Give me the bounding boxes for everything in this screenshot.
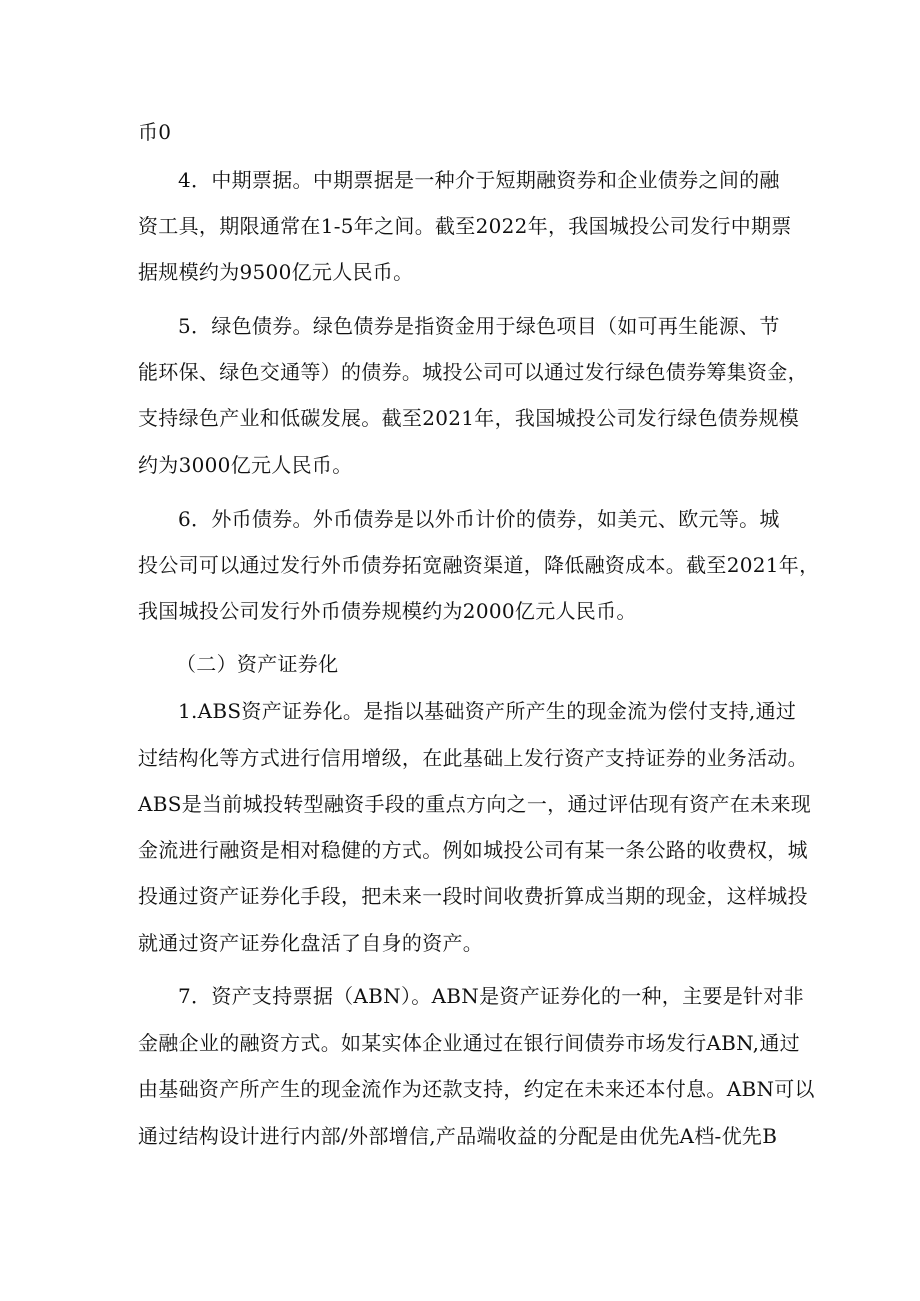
paragraph-7-heading-line: 7．资产支持票据（ABN）。ABN是资产证券化的一种，主要是针对非 — [178, 984, 804, 1008]
paragraph-4-heading-line: 4．中期票据。中期票据是一种介于短期融资券和企业债券之间的融 — [178, 168, 780, 192]
text-line: 通过结构设计进行内部/外部增信,产品端收益的分配是由优先A档-优先B — [138, 1124, 778, 1148]
text-line: ABS是当前城投转型融资手段的重点方向之一，通过评估现有资产在未来现 — [138, 792, 812, 816]
text-line: 投通过资产证券化手段，把未来一段时间收费折算成当期的现金，这样城投 — [138, 884, 808, 908]
text-line: 金流进行融资是相对稳健的方式。例如城投公司有某一条公路的收费权，城 — [138, 838, 808, 862]
paragraph-abs-heading-line: 1.ABS资产证券化。是指以基础资产所产生的现金流为偿付支持,通过 — [178, 699, 797, 723]
text-line: 据规模约为9500亿元人民币。 — [138, 260, 414, 284]
section-heading: （二）资产证券化 — [176, 652, 339, 676]
text-line: 约为3000亿元人民币。 — [138, 453, 353, 477]
text-line: 就通过资产证券化盘活了自身的资产。 — [138, 931, 484, 955]
text-line: 过结构化等方式进行信用增级，在此基础上发行资产支持证券的业务活动。 — [138, 746, 808, 770]
text-line: 投公司可以通过发行外币债券拓宽融资渠道，降低融资成本。截至2021年， — [138, 553, 820, 577]
text-line: 由基础资产所产生的现金流作为还款支持，约定在未来还本付息。ABN可以 — [138, 1077, 815, 1101]
text-line: 资工具，期限通常在1-5年之间。截至2022年，我国城投公司发行中期票 — [138, 214, 792, 238]
text-line: 金融企业的融资方式。如某实体企业通过在银行间债券市场发行ABN,通过 — [138, 1031, 800, 1055]
paragraph-5-heading-line: 5．绿色债券。绿色债券是指资金用于绿色项目（如可再生能源、节 — [178, 314, 780, 338]
text-line: 我国城投公司发行外币债券规模约为2000亿元人民币。 — [138, 599, 637, 623]
text-line: 支持绿色产业和低碳发展。截至2021年，我国城投公司发行绿色债券规模 — [138, 406, 800, 430]
text-line: 币0 — [138, 120, 172, 144]
paragraph-6-heading-line: 6．外币债券。外币债券是以外币计价的债券，如美元、欧元等。城 — [178, 507, 780, 531]
text-line: 能环保、绿色交通等）的债券。城投公司可以通过发行绿色债券筹集资金， — [138, 360, 808, 384]
